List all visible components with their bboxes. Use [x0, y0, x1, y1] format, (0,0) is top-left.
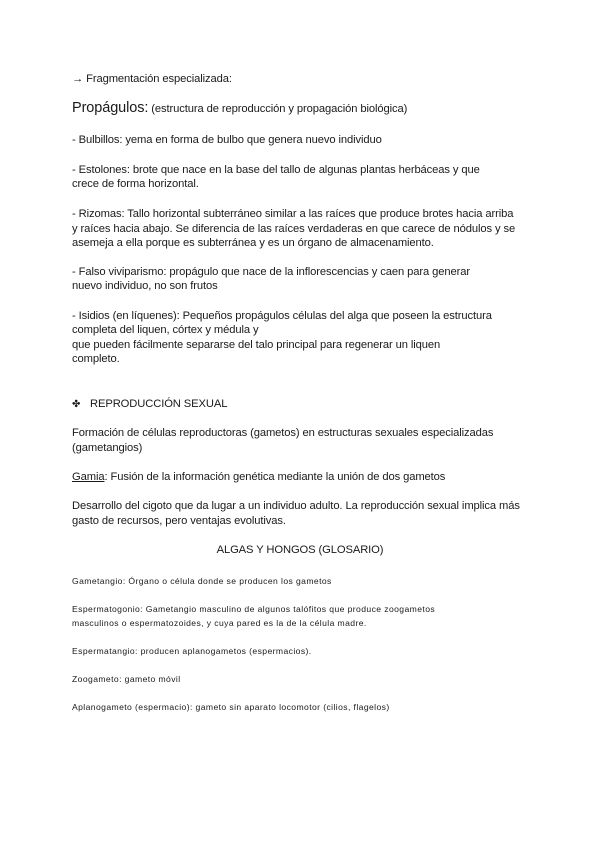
desarrollo-line-2: gasto de recursos, pero ventajas evolutivas. [72, 515, 286, 527]
glosario-espermatangio: Espermatangio: producen aplanogametos (espermacios). [72, 646, 312, 656]
isidios-line-1: - Isidios (en líquenes): Pequeños propágulos células del alga que poseen la estructura [72, 310, 492, 322]
glosario-zoogameto: Zoogameto: gameto móvil [72, 674, 181, 684]
glosario-gametangio: Gametangio: Órgano o célula donde se producen los gametos [72, 576, 332, 586]
isidios-line-2: completa del liquen, córtex y médula y [72, 324, 259, 336]
isidios-line-4: completo. [72, 353, 120, 365]
desarrollo-line-1: Desarrollo del cigoto que da lugar a un individuo adulto. La reproducción sexual implica más [72, 500, 520, 512]
rizomas-line-2: y raíces hacia abajo. Se diferencia de las raíces verdaderas en que carece de nódulos y se [72, 223, 516, 235]
gamia-definition: : Fusión de la información genética mediante la unión de dos gametos [104, 471, 446, 483]
estolones-line-2: crece de forma horizontal. [72, 178, 199, 190]
propagulos-definition: (estructura de reproducción y propagación biológica) [148, 103, 408, 115]
reproduccion-sexual-heading [72, 397, 227, 412]
falso-viviparismo-line-1: - Falso viviparismo: propágulo que nace de la inflorescencias y caen para generar [72, 266, 470, 278]
reproduccion-sexual-title: REPRODUCCIÓN SEXUAL [90, 398, 228, 410]
falso-viviparismo-line-2: nuevo individuo, no son frutos [72, 280, 218, 292]
glosario-title: ALGAS Y HONGOS (GLOSARIO) [216, 544, 384, 556]
bullet-icon: ✤ [72, 399, 81, 410]
glosario-aplanogameto: Aplanogameto (espermacio): gameto sin aparato locomotor (cilios, flagelos) [72, 702, 390, 712]
glosario-espermatogonio-line-1: Espermatogonio: Gametangio masculino de algunos talófitos que produce zoogametos [72, 604, 436, 614]
bulbillos-line-1: - Bulbillos: yema en forma de bulbo que genera nuevo individuo [72, 134, 382, 146]
estolones-line-1: - Estolones: brote que nace en la base del tallo de algunas plantas herbáceas y que [72, 164, 480, 176]
propagulos-term: Propágulos: [72, 100, 149, 116]
glosario-espermatogonio-line-2: masculinos o espermatozoides, y cuya pared es la de la célula madre. [72, 618, 367, 628]
gamia-term: Gamia [72, 471, 105, 483]
isidios-line-3: que pueden fácilmente separarse del talo principal para regenerar un liquen [72, 339, 441, 351]
formacion-line-1: Formación de células reproductoras (gametos) en estructuras sexuales especializadas [72, 427, 494, 439]
formacion-line-2: (gametangios) [72, 442, 143, 454]
rizomas-line-3: asemeja a ella porque es subterránea y es un órgano de almacenamiento. [72, 237, 434, 249]
rizomas-line-1: - Rizomas: Tallo horizontal subterráneo similar a las raíces que produce brotes hacia arriba [72, 208, 514, 220]
fragmentacion-heading: → Fragmentación especializada: [72, 73, 232, 85]
gamia-paragraph [72, 470, 445, 484]
propagulos-paragraph [72, 101, 407, 116]
